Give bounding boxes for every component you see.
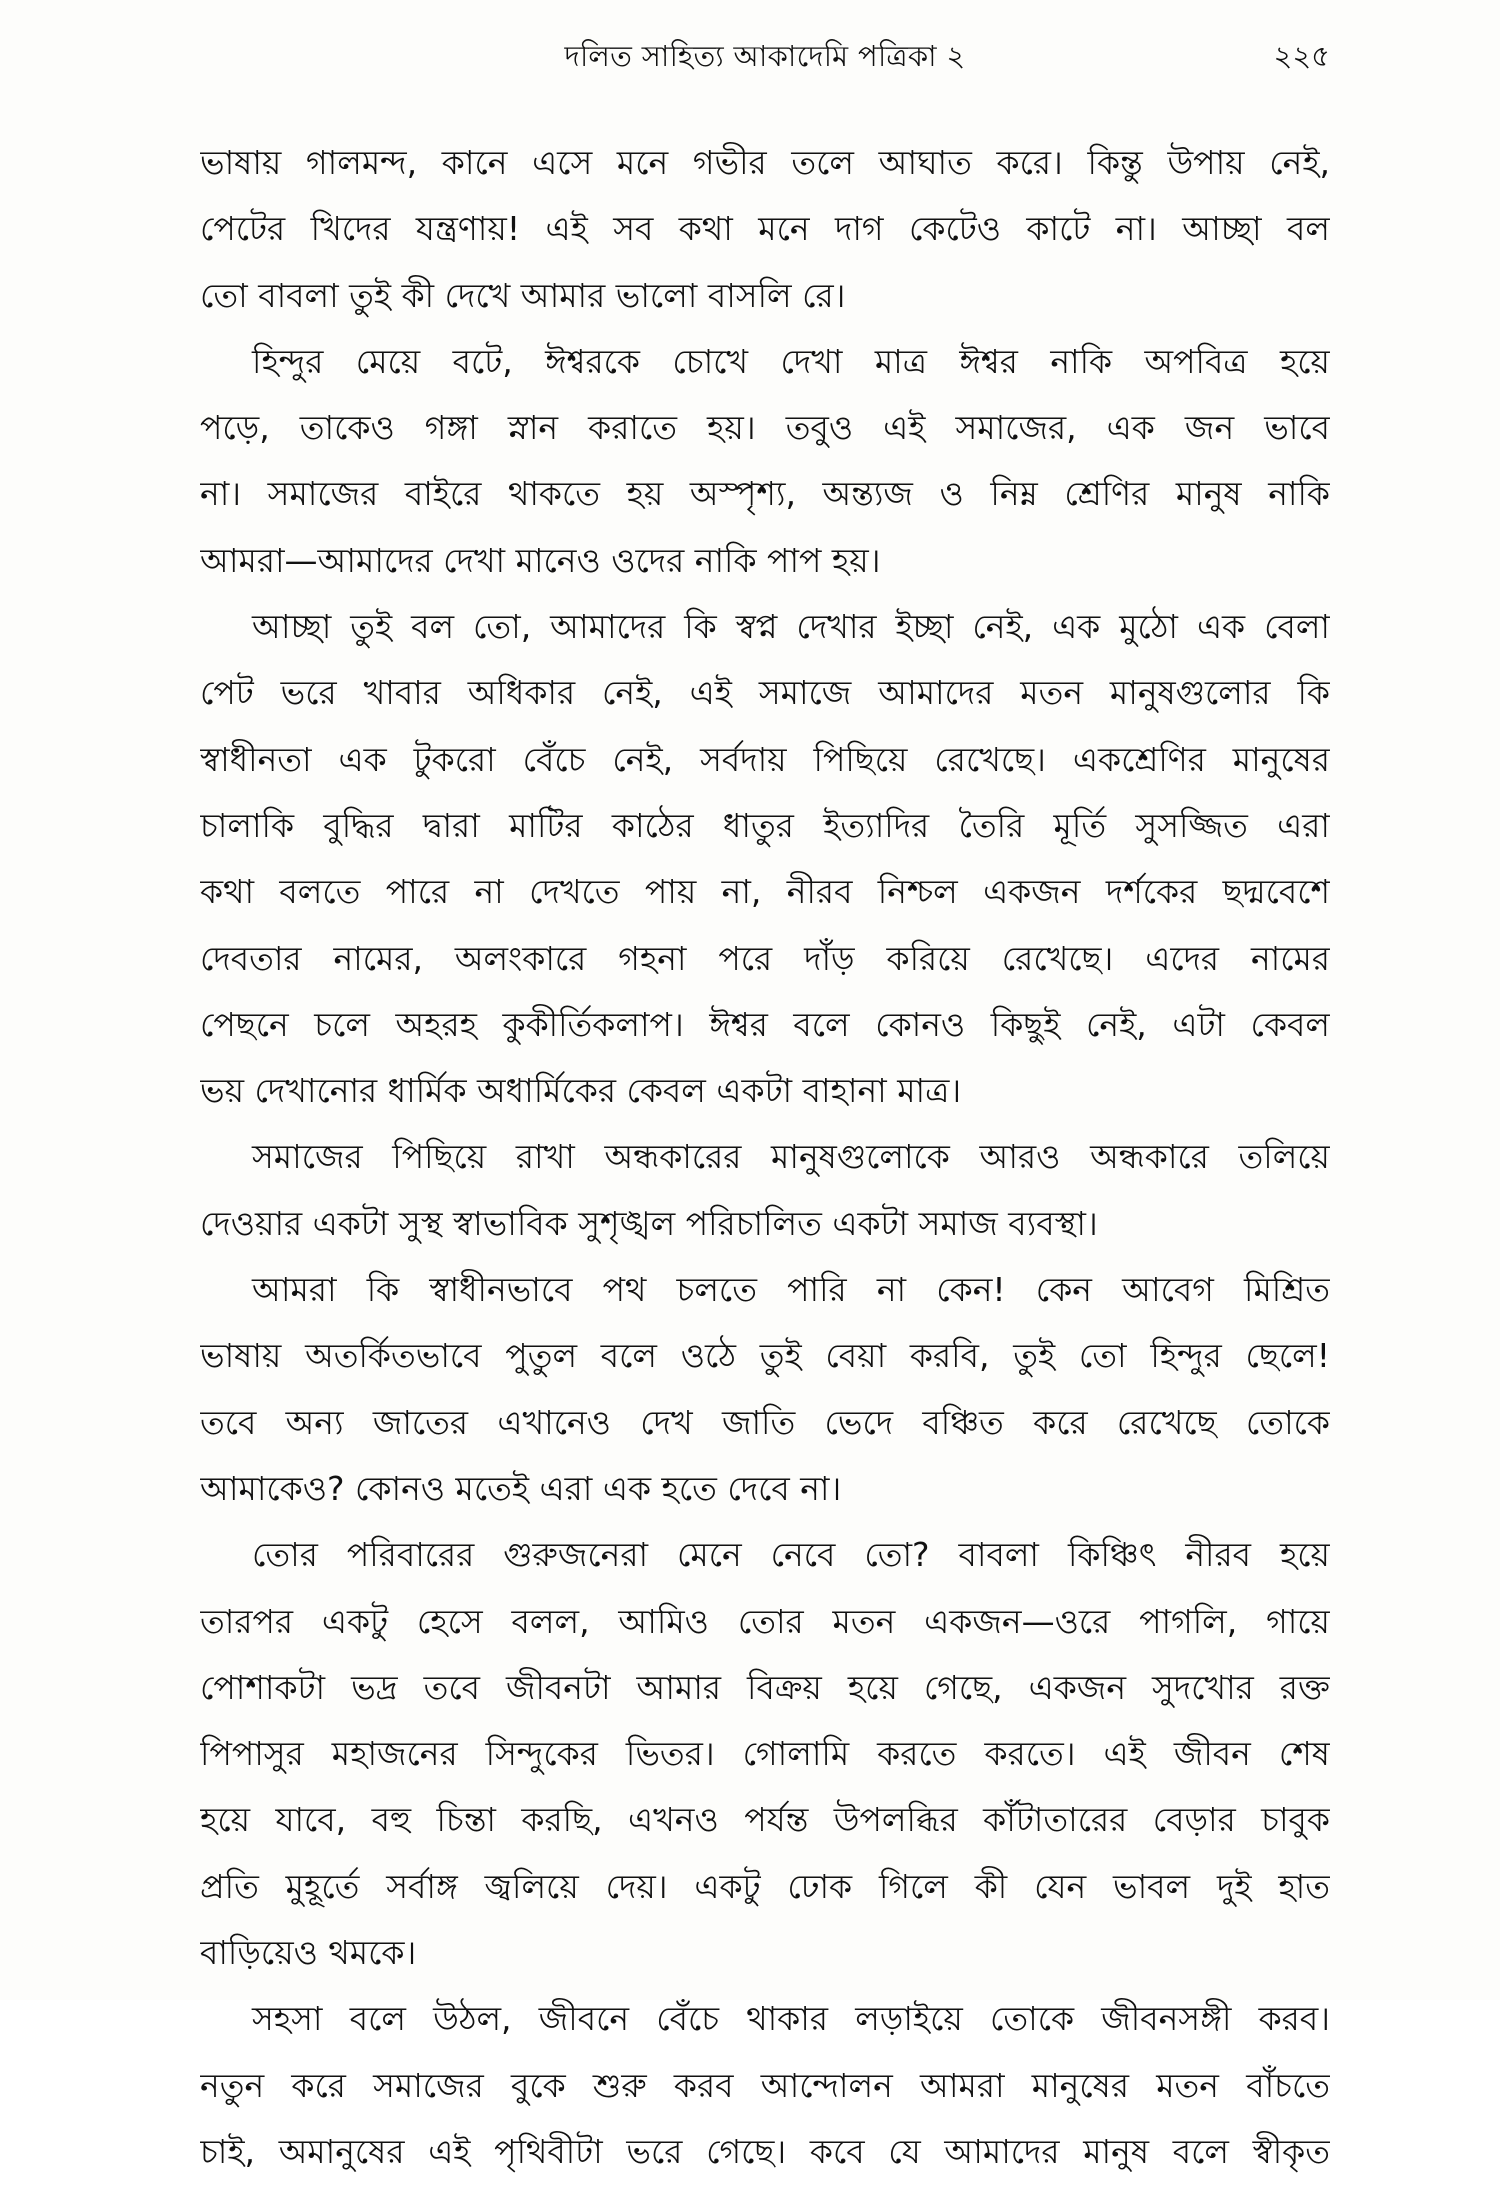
text-line: না। সমাজের বাইরে থাকতে হয় অস্পৃশ্য, অন্ত্যজ ও নিম্ন শ্রেণির মানুষ নাকি	[200, 474, 1330, 514]
text-line: তো বাবলা তুই কী দেখে আমার ভালো বাসলি রে।	[200, 275, 846, 315]
text-line: পোশাকটা ভদ্র তবে জীবনটা আমার বিক্রয় হয়ে গেছে, একজন সুদখোর রক্ত	[200, 1667, 1330, 1707]
text-line: দেওয়ার একটা সুস্থ স্বাভাবিক সুশৃঙ্খল পরিচালিত একটা সমাজ ব্যবস্থা।	[200, 1203, 1098, 1243]
text-line: তবে অন্য জাতের এখানেও দেখ জাতি ভেদে বঞ্চিত করে রেখেছে তোকে	[200, 1402, 1330, 1442]
text-line: আচ্ছা তুই বল তো, আমাদের কি স্বপ্ন দেখার ইচ্ছা নেই, এক মুঠো এক বেলা	[252, 607, 1330, 647]
page-number: ২২৫	[1273, 39, 1330, 73]
text-line: হিন্দুর মেয়ে বটে, ঈশ্বরকে চোখে দেখা মাত্র ঈশ্বর নাকি অপবিত্র হয়ে	[252, 341, 1330, 381]
text-line: ভয় দেখানোর ধার্মিক অধার্মিকের কেবল একটা বাহানা মাত্র।	[200, 1071, 962, 1111]
text-line: বাড়িয়েও থমকে।	[200, 1933, 417, 1973]
text-line: সহসা বলে উঠল, জীবনে বেঁচে থাকার লড়াইয়ে তোকে জীবনসঙ্গী করব।	[252, 1999, 1330, 2039]
text-line: পিপাসুর মহাজনের সিন্দুকের ভিতর। গোলামি করতে করতে। এই জীবন শেষ	[200, 1734, 1330, 1774]
text-line: ভাষায় অতর্কিতভাবে পুতুল বলে ওঠে তুই বেয়া করবি, তুই তো হিন্দুর ছেলে!	[200, 1336, 1330, 1376]
text-line: আমাকেও? কোনও মতেই এরা এক হতে দেবে না।	[200, 1468, 842, 1508]
text-line: পেছনে চলে অহরহ কুকীর্তিকলাপ। ঈশ্বর বলে কোনও কিছুই নেই, এটা কেবল	[200, 1004, 1330, 1044]
text-line: প্রতি মুহূর্তে সর্বাঙ্গ জ্বলিয়ে দেয়। একটু ঢোক গিলে কী যেন ভাবল দুই হাত	[200, 1866, 1330, 1906]
text-line: আমরা কি স্বাধীনভাবে পথ চলতে পারি না কেন! কেন আবেগ মিশ্রিত	[252, 1270, 1330, 1310]
text-line: তোর পরিবারের গুরুজনেরা মেনে নেবে তো? বাবলা কিঞ্চিৎ নীরব হয়ে	[252, 1535, 1330, 1575]
text-line: তারপর একটু হেসে বলল, আমিও তোর মতন একজন—ওরে পাগলি, গায়ে	[200, 1601, 1330, 1641]
text-line: কথা বলতে পারে না দেখতে পায় না, নীরব নিশ্চল একজন দর্শকের ছদ্মবেশে	[200, 872, 1330, 912]
running-header	[200, 28, 1330, 78]
text-line: নতুন করে সমাজের বুকে শুরু করব আন্দোলন আমরা মানুষের মতন বাঁচতে	[200, 2065, 1330, 2105]
journal-title: দলিত সাহিত্য আকাদেমি পত্রিকা ২	[564, 39, 966, 73]
text-line: সমাজের পিছিয়ে রাখা অন্ধকারের মানুষগুলোকে আরও অন্ধকারে তলিয়ে	[252, 1137, 1330, 1177]
body-text	[200, 130, 1330, 2185]
text-line: স্বাধীনতা এক টুকরো বেঁচে নেই, সর্বদায় পিছিয়ে রেখেছে। একশ্রেণির মানুষের	[200, 739, 1330, 779]
text-line: পেট ভরে খাবার অধিকার নেই, এই সমাজে আমাদের মতন মানুষগুলোর কি	[200, 673, 1330, 713]
text-line: পড়ে, তাকেও গঙ্গা স্নান করাতে হয়। তবুও এই সমাজের, এক জন ভাবে	[200, 408, 1330, 448]
text-line: পেটের খিদের যন্ত্রণায়! এই সব কথা মনে দাগ কেটেও কাটে না। আচ্ছা বল	[200, 209, 1330, 249]
text-line: চাই, অমানুষের এই পৃথিবীটা ভরে গেছে। কবে যে আমাদের মানুষ বলে স্বীকৃত	[200, 2131, 1330, 2171]
text-line: হয়ে যাবে, বহু চিন্তা করছি, এখনও পর্যন্ত উপলব্ধির কাঁটাতারের বেড়ার চাবুক	[200, 1800, 1330, 1840]
text-line: দেবতার নামের, অলংকারে গহনা পরে দাঁড় করিয়ে রেখেছে। এদের নামের	[200, 938, 1330, 978]
text-line: চালাকি বুদ্ধির দ্বারা মাটির কাঠের ধাতুর ইত্যাদির তৈরি মূর্তি সুসজ্জিত এরা	[200, 805, 1330, 845]
text-line: আমরা—আমাদের দেখা মানেও ওদের নাকি পাপ হয়।	[200, 540, 881, 580]
text-line: ভাষায় গালমন্দ, কানে এসে মনে গভীর তলে আঘাত করে। কিন্তু উপায় নেই,	[200, 143, 1330, 182]
